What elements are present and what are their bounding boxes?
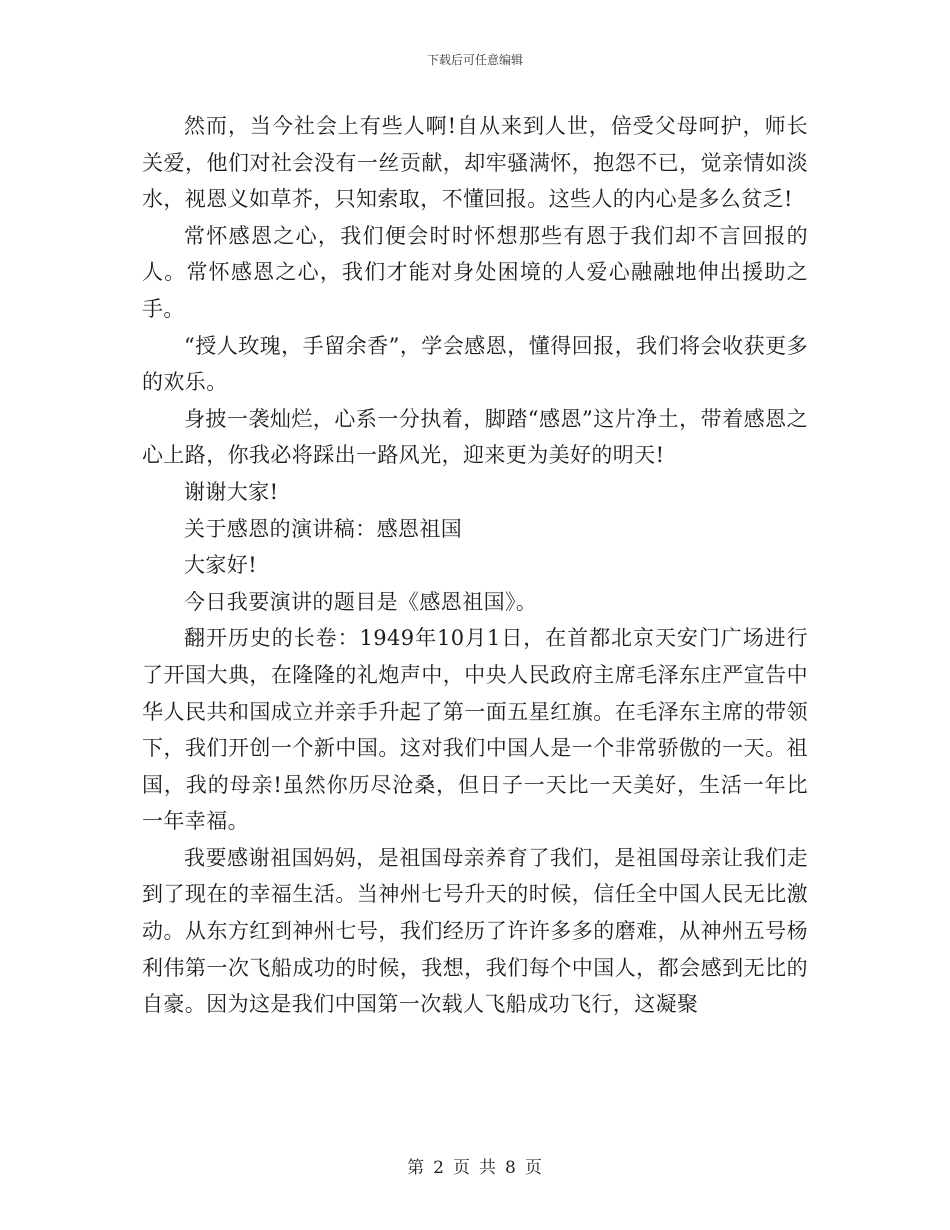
document-body — [142, 108, 808, 1023]
footer-suffix: 页 — [524, 1158, 543, 1178]
paragraph-society: 然而，当今社会上有些人啊!自从来到人世，倍受父母呵护，师长关爱，他们对社会没有一丝贡献，却牢骚满怀，抱怨不已，觉亲情如淡水，视恩义如草芥，只知索取，不懂回报。这些人的内心是多么贫乏! — [142, 114, 808, 212]
paragraph-history: 翻开历史的长卷：1949年10月1日，在首都北京天安门广场进行了开国大典，在隆隆的礼炮声中，中央人民政府主席毛泽东庄严宣告中华人民共和国成立并亲手升起了第一面五星红旗。在毛泽东主席的带领下，我们开创一个新中国。这对我们中国人是一个非常骄傲的一天。祖国，我的母亲!虽然你历尽沧桑，但日子一天比一天美好，生活一年比一年幸福。 — [142, 626, 808, 834]
paragraph-thanks: 谢谢大家! — [184, 479, 279, 504]
paragraph-roses-quote: “授人玫瑰，手留余香”，学会感恩，懂得回报，我们将会收获更多的欢乐。 — [142, 333, 808, 395]
paragraph-thank-motherland: 我要感谢祖国妈妈，是祖国母亲养育了我们，是祖国母亲让我们走到了现在的幸福生活。当神州七号升天的时候，信任全中国人民无比激动。从东方红到神州七号，我们经历了许许多多的磨难，从神州五号杨利伟第一次飞船成功的时候，我想，我们每个中国人，都会感到无比的自豪。因为这是我们中国第一次载人飞船成功飞行，这凝聚 — [142, 845, 808, 1017]
paragraph-greeting: 大家好! — [184, 553, 258, 578]
paragraph-gratitude-heart: 常怀感恩之心，我们便会时时怀想那些有恩于我们却不言回报的人。常怀感恩之心，我们才能对身处困境的人爱心融融地伸出援助之手。 — [142, 223, 808, 321]
footer-current-page: 2 — [433, 1158, 445, 1178]
header-note: 下载后可任意编辑 — [426, 53, 523, 67]
footer-total-word: 共 — [479, 1158, 497, 1178]
page-footer — [0, 1157, 950, 1179]
footer-prefix: 第 — [407, 1158, 426, 1178]
footer-page-word: 页 — [453, 1158, 471, 1178]
speech-title: 关于感恩的演讲稿：感恩祖国 — [184, 516, 463, 541]
footer-total-pages: 8 — [505, 1158, 517, 1178]
paragraph-topic: 今日我要演讲的题目是《感恩祖国》。 — [184, 589, 538, 614]
paragraph-road-ahead: 身披一袭灿烂，心系一分执着，脚踏“感恩”这片净土，带着感恩之心上路，你我必将踩出一路风光，迎来更为美好的明天! — [142, 406, 808, 468]
